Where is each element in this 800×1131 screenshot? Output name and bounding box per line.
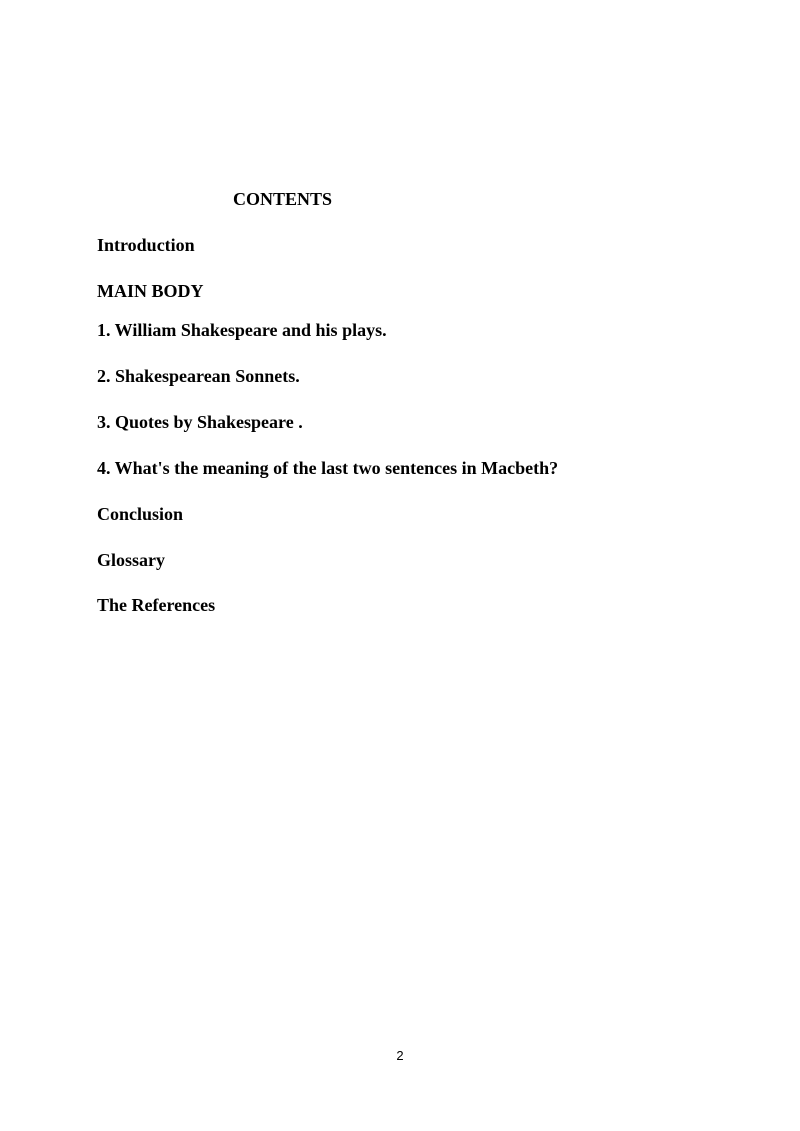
toc-item-introduction: Introduction xyxy=(97,235,195,255)
toc-item-conclusion: Conclusion xyxy=(97,504,184,524)
toc-item-references: The References xyxy=(97,595,216,615)
toc-item-glossary: Glossary xyxy=(97,550,166,570)
toc-item-shakespeare-plays: 1. William Shakespeare and his plays. xyxy=(97,320,387,340)
toc-item-macbeth: 4. What's the meaning of the last two sentences in Macbeth? xyxy=(97,458,559,478)
toc-item-sonnets: 2. Shakespearean Sonnets. xyxy=(97,366,300,386)
toc-item-quotes: 3. Quotes by Shakespeare . xyxy=(97,412,303,432)
page-number: 2 xyxy=(396,1048,404,1063)
toc-item-main-body: MAIN BODY xyxy=(97,281,204,301)
page-title: CONTENTS xyxy=(233,189,333,209)
